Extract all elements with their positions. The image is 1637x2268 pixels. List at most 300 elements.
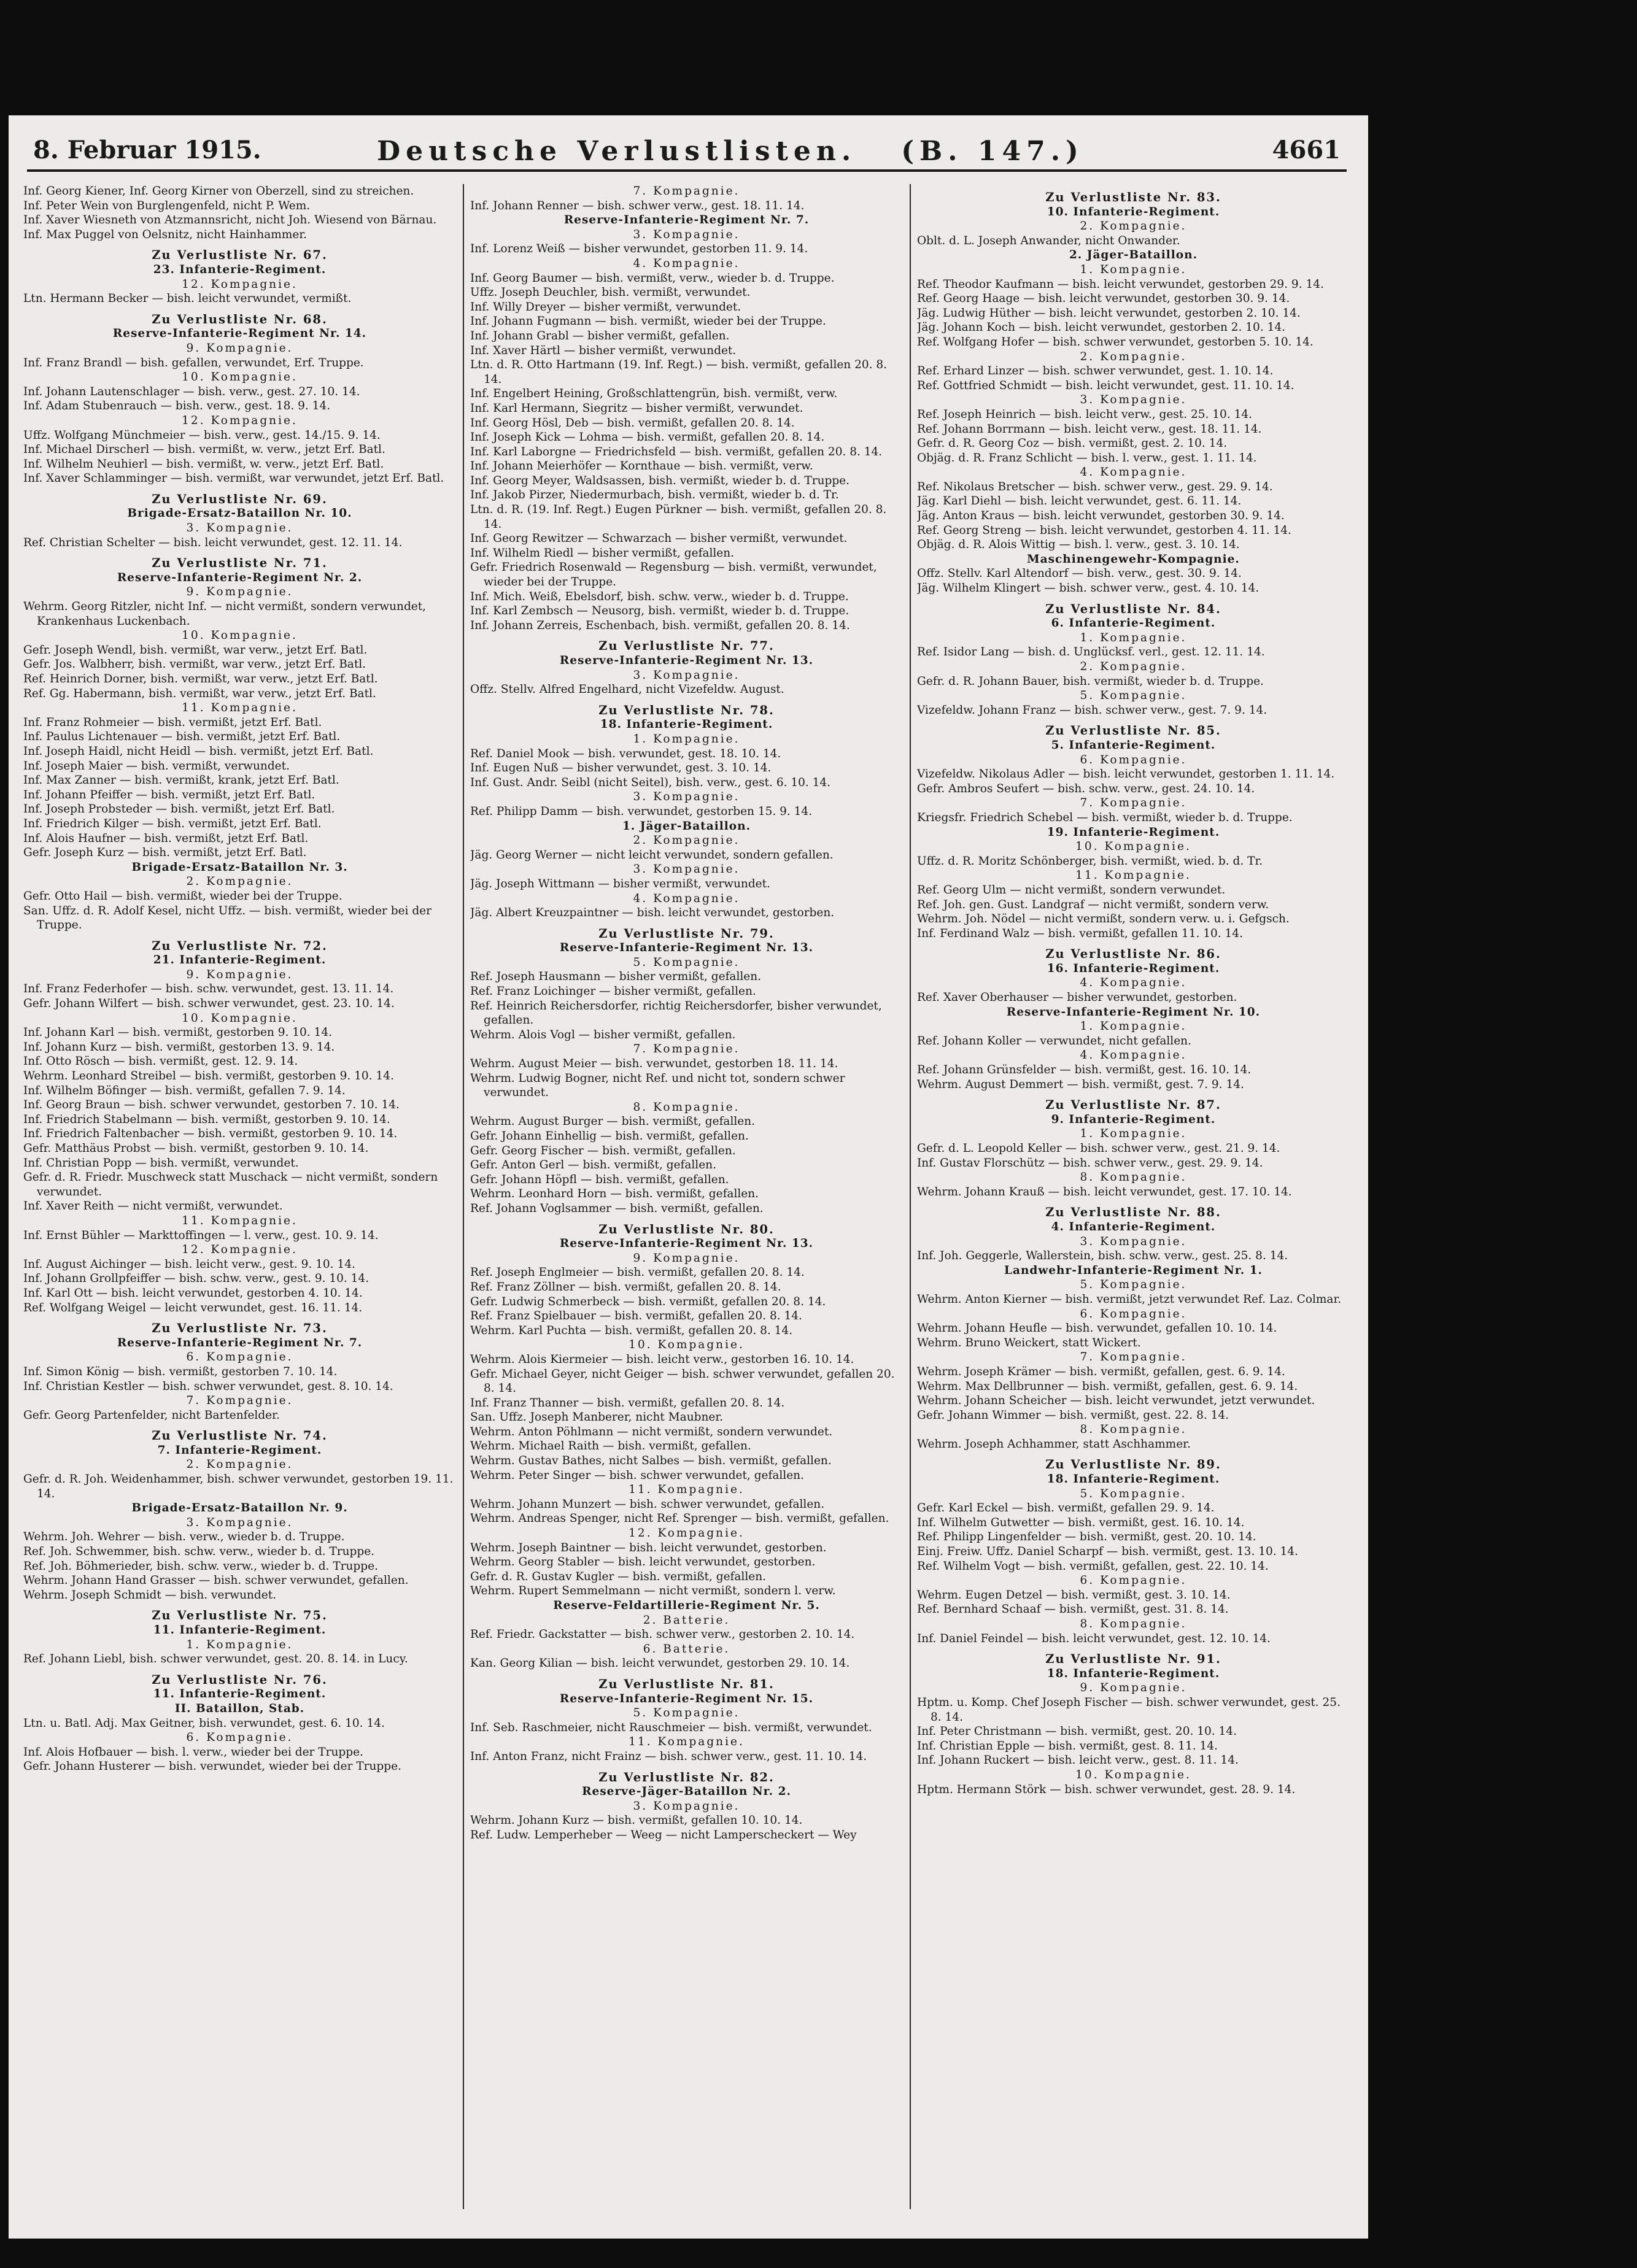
casualty-entry: Jäg. Joseph Wittmann — bisher vermißt, verwundet. [470,877,770,890]
casualty-entry: Inf. Franz Federhofer — bish. schw. verwundet, gest. 13. 11. 14. [23,982,394,996]
casualty-entry: Ref. Wolfgang Weigel — leicht verwundet, gest. 16. 11. 14. [23,1301,363,1314]
casualty-entry: Inf. Johann Ruckert — bish. leicht verw., gest. 8. 11. 14. [917,1754,1239,1767]
company-heading: 10. Kompagnie. [182,371,298,384]
list-reference: Zu Verlustliste Nr. 71. [152,556,328,571]
casualty-entry: Gefr. Johann Höpfl — bish. vermißt, gefallen. [470,1173,729,1186]
casualty-entry: Offz. Stellv. Karl Altendorf — bish. verw., gest. 30. 9. 14. [917,567,1242,580]
unit-heading: 11. Infanterie-Regiment. [153,1624,327,1637]
list-reference: Zu Verlustliste Nr. 79. [598,926,775,941]
casualty-entry: Inf. Friedrich Stabelmann — bish. vermißt, gestorben 9. 10. 14. [23,1113,390,1126]
unit-heading: 4. Infanterie-Regiment. [1051,1220,1216,1233]
casualty-entry: Ref. Joseph Heinrich — bish. leicht verw., gest. 25. 10. 14. [917,407,1253,421]
list-reference: Zu Verlustliste Nr. 74. [152,1429,328,1443]
casualty-entry: Inf. Ferdinand Walz — bish. vermißt, gefallen 11. 10. 14. [917,927,1243,940]
casualty-entry: Gefr. d. R. Georg Coz — bish. vermißt, gest. 2. 10. 14. [917,437,1228,450]
company-heading: 11. Kompagnie. [629,1483,745,1497]
casualty-entry: Wehrm. Georg Ritzler, nicht Inf. — nicht vermißt, sondern verwundet, Krankenhaus Luckenbach. [23,600,427,628]
company-heading: 2. Batterie. [643,1613,730,1627]
casualty-entry: Inf. Johann Kurz — bish. vermißt, gestorben 13. 9. 14. [23,1040,335,1054]
unit-heading: 16. Infanterie-Regiment. [1047,962,1220,975]
casualty-entry: Jäg. Albert Kreuzpaintner — bish. leicht verwundet, gestorben. [470,906,835,920]
company-heading: 3. Kompagnie. [633,790,740,804]
casualty-entry: Inf. Peter Christmann — bish. vermißt, gest. 20. 10. 14. [917,1725,1237,1738]
casualty-entry: Ref. Heinrich Dorner, bish. vermißt, war verw., jetzt Erf. Batl. [23,673,378,685]
company-heading: 1. Kompagnie. [1080,263,1187,276]
casualty-entry: Inf. Franz Rohmeier — bish. vermißt, jetzt Erf. Batl. [23,716,322,729]
casualty-entry: Wehrm. Johann Hand Grasser — bish. schwer verwundet, gefallen. [23,1574,409,1587]
casualty-entry: Inf. Michael Dirscherl — bish. vermißt, w. verw., jetzt Erf. Batl. [23,443,385,457]
casualty-entry: Wehrm. August Meier — bish. verwundet, gestorben 18. 11. 14. [470,1057,838,1071]
company-heading: 4. Kompagnie. [1080,466,1187,479]
company-heading: 6. Kompagnie. [1080,1307,1187,1321]
company-heading: 3. Kompagnie. [1080,1235,1187,1248]
list-reference: Zu Verlustliste Nr. 67. [152,248,328,263]
company-heading: 3. Kompagnie. [1080,393,1187,407]
casualty-entry: Gefr. d. L. Leopold Keller — bish. schwer verw., gest. 21. 9. 14. [917,1142,1280,1155]
scan-bottom-edge [0,2239,1637,2268]
list-reference: Zu Verlustliste Nr. 89. [1045,1457,1221,1472]
casualty-entry: Kriegsfr. Friedrich Schebel — bish. vermißt, wieder b. d. Truppe. [917,811,1293,824]
unit-heading: Reserve-Infanterie-Regiment Nr. 10. [1006,1005,1261,1019]
casualty-entry: Inf. Max Puggel von Oelsnitz, nicht Hainhammer. [23,228,308,241]
unit-heading: 6. Infanterie-Regiment. [1051,617,1216,630]
company-heading: 3. Kompagnie. [186,1516,293,1529]
casualty-entry: Inf. Adam Stubenrauch — bish. verw., gest. 18. 9. 14. [23,399,331,413]
casualty-entry: Inf. Eugen Nuß — bisher verwundet, gest. 3. 10. 14. [470,762,772,775]
casualty-entry: Inf. Karl Hermann, Siegritz — bisher vermißt, verwundet. [470,401,803,415]
casualty-entry: Inf. Xaver Schlamminger — bish. vermißt, war verwundet, jetzt Erf. Batl. [23,472,444,485]
casualty-entry: Wehrm. Johann Munzert — bish. schwer verwundet, gefallen. [470,1497,825,1511]
unit-heading: 9. Infanterie-Regiment. [1051,1113,1216,1126]
casualty-entry: Inf. Wilhelm Böfinger — bish. vermißt, gefallen 7. 9. 14. [23,1084,346,1097]
casualty-entry: Ref. Ludw. Lemperheber — Weeg — nicht Lamperscheckert — Wey [470,1828,857,1842]
casualty-entry: Ltn. d. R. (19. Inf. Regt.) Eugen Pürkner — bish. vermißt, gefallen 20. 8. 14. [470,503,887,531]
unit-heading: 18. Infanterie-Regiment. [600,718,773,731]
unit-heading: 18. Infanterie-Regiment. [1047,1667,1220,1680]
casualty-entry: Wehrm. Joh. Nödel — nicht vermißt, sondern verw. u. i. Gefgsch. [917,912,1290,926]
unit-heading: Reserve-Jäger-Bataillon Nr. 2. [582,1785,791,1799]
company-heading: 4. Kompagnie. [1080,976,1187,990]
casualty-entry: Ltn. Hermann Becker — bish. leicht verwundet, vermißt. [23,292,352,306]
company-heading: 4. Kompagnie. [1080,1049,1187,1062]
casualty-entry: Wehrm. Alois Kiermeier — bish. leicht verw., gestorben 16. 10. 14. [470,1352,854,1366]
list-reference: Zu Verlustliste Nr. 83. [1045,190,1221,204]
company-heading: 8. Kompagnie. [1080,1171,1187,1184]
casualty-entry: Wehrm. Anton Kierner — bish. vermißt, jetzt verwundet Ref. Laz. Colmar. [917,1292,1342,1306]
casualty-entry: Gefr. Georg Partenfelder, nicht Bartenfelder. [23,1408,280,1422]
casualty-entry: Einj. Freiw. Uffz. Daniel Scharpf — bish. vermißt, gest. 13. 10. 14. [917,1545,1298,1559]
casualty-entry: Gefr. Karl Eckel — bish. vermißt, gefallen 29. 9. 14. [917,1502,1215,1515]
list-reference: Zu Verlustliste Nr. 84. [1045,601,1221,616]
column-2 [470,184,903,2228]
column-1 [23,184,456,2228]
casualty-entry: Wehrm. Karl Puchta — bish. vermißt, gefallen 20. 8. 14. [470,1324,793,1337]
casualty-entry: Hptm. u. Komp. Chef Joseph Fischer — bish. schwer verwundet, gest. 25. 8. 14. [917,1695,1341,1724]
company-heading: 12. Kompagnie. [182,414,298,427]
unit-heading: Reserve-Infanterie-Regiment Nr. 14. [112,327,367,341]
casualty-entry: Gefr. Johann Wilfert — bish. schwer verwundet, gest. 23. 10. 14. [23,997,395,1011]
unit-heading: 23. Infanterie-Regiment. [153,263,327,276]
casualty-entry: Inf. Georg Meyer, Waldsassen, bish. vermißt, wieder b. d. Truppe. [470,474,850,487]
casualty-entry: Inf. Franz Thanner — bish. vermißt, gefallen 20. 8. 14. [470,1396,785,1410]
company-heading: 3. Kompagnie. [186,522,293,535]
list-reference: Zu Verlustliste Nr. 86. [1045,947,1221,962]
casualty-entry: Jäg. Wilhelm Klingert — bish. schwer verw., gest. 4. 10. 14. [917,582,1260,595]
casualty-entry: Ref. Georg Ulm — nicht vermißt, sondern verwundet. [917,883,1226,897]
casualty-entry: Wehrm. Johann Scheicher — bish. leicht verwundet, jetzt verwundet. [917,1394,1315,1408]
casualty-entry: Gefr. Otto Hail — bish. vermißt, wieder bei der Truppe. [23,889,342,903]
casualty-entry: Ltn. u. Batl. Adj. Max Geitner, bish. verwundet, gest. 6. 10. 14. [23,1716,385,1730]
list-reference: Zu Verlustliste Nr. 81. [598,1676,775,1691]
casualty-entry: Ltn. d. R. Otto Hartmann (19. Inf. Regt.) — bish. vermißt, gefallen 20. 8. 14. [470,358,888,386]
casualty-entry: Inf. Ernst Bühler — Markttoffingen — l. verw., gest. 10. 9. 14. [23,1228,379,1242]
header-title [377,136,1084,167]
casualty-entry: Inf. Alois Haufner — bish. vermißt, jetzt Erf. Batl. [23,831,309,845]
company-heading: 2. Kompagnie. [186,875,293,889]
company-heading: 8. Kompagnie. [1080,1618,1187,1630]
casualty-entry: Inf. Alois Hofbauer — bish. l. verw., wieder bei der Truppe. [23,1745,363,1759]
casualty-entry: Gefr. Georg Fischer — bish. vermißt, gefallen. [470,1144,736,1157]
company-heading: 7. Kompagnie. [1080,796,1187,810]
column-rule-1 [463,184,464,2209]
casualty-entry: Ref. Johann Koller — verwundet, nicht gefallen. [917,1034,1191,1047]
casualty-entry: Inf. Lorenz Weiß — bisher verwundet, gestorben 11. 9. 14. [470,242,808,256]
company-heading: 5. Kompagnie. [1080,689,1187,703]
casualty-entry: Gefr. Jos. Walbherr, bish. vermißt, war verw., jetzt Erf. Batl. [23,658,366,671]
company-heading: 10. Kompagnie. [629,1338,745,1352]
company-heading: 12. Kompagnie. [629,1527,745,1540]
company-heading: 12. Kompagnie. [182,1243,298,1257]
casualty-entry: Ref. Gottfried Schmidt — bish. leicht verwundet, gest. 11. 10. 14. [917,379,1295,392]
company-heading: 2. Kompagnie. [633,834,740,847]
list-reference: Zu Verlustliste Nr. 88. [1045,1205,1221,1220]
casualty-entry: Gefr. Joseph Kurz — bish. vermißt, jetzt Erf. Batl. [23,846,307,860]
casualty-entry: Wehrm. Joseph Achhammer, statt Aschhammer. [917,1437,1191,1451]
company-heading: 10. Kompagnie. [1075,840,1191,854]
unit-heading: 5. Infanterie-Regiment. [1051,738,1216,752]
unit-heading: Reserve-Infanterie-Regiment Nr. 13. [559,941,814,955]
casualty-entry: Gefr. d. R. Joh. Weidenhammer, bish. schwer verwundet, gestorben 19. 11. 14. [23,1473,454,1500]
company-heading: 1. Kompagnie. [633,732,740,746]
casualty-entry: Inf. Johann Meierhöfer — Kornthaue — bish. vermißt, verw. [470,460,813,473]
casualty-entry: Gefr. Ludwig Schmerbeck — bish. vermißt, gefallen 20. 8. 14. [470,1295,826,1308]
company-heading: 10. Kompagnie. [1075,1768,1191,1781]
company-heading: 4. Kompagnie. [633,892,740,905]
company-heading: 4. Kompagnie. [633,256,740,270]
casualty-entry: Ref. Joh. Böhmerieder, bish. schw. verw., wieder b. d. Truppe. [23,1559,378,1573]
unit-heading: 11. Infanterie-Regiment. [153,1688,327,1701]
casualty-entry: Oblt. d. L. Joseph Anwander, nicht Onwander. [917,234,1180,247]
casualty-entry: Inf. Johann Fugmann — bish. vermißt, wieder bei der Truppe. [470,315,826,328]
casualty-entry: Ref. Joh. Schwemmer, bish. schw. verw., wieder b. d. Truppe. [23,1545,375,1559]
casualty-entry: Ref. Isidor Lang — bish. d. Unglücksf. verl., gest. 12. 11. 14. [917,646,1265,659]
unit-heading: 19. Infanterie-Regiment. [1047,825,1220,839]
company-heading: 2. Kompagnie. [186,1458,293,1472]
casualty-entry: Inf. Xaver Wiesneth von Atzmannsricht, nicht Joh. Wiesend von Bärnau. [23,214,437,227]
company-heading: 12. Kompagnie. [182,277,298,291]
casualty-entry: Inf. Mich. Weiß, Ebelsdorf, bish. schw. verw., wieder b. d. Truppe. [470,590,849,603]
unit-heading: 7. Infanterie-Regiment. [157,1443,322,1457]
casualty-entry: Inf. August Aichinger — bish. leicht verw., gest. 9. 10. 14. [23,1257,355,1271]
company-heading: 3. Kompagnie. [633,863,740,876]
casualty-entry: Wehrm. Peter Singer — bish. schwer verwundet, gefallen. [470,1468,804,1482]
casualty-entry: Gefr. d. R. Johann Bauer, bish. vermißt, wieder b. d. Truppe. [917,674,1264,688]
header-date: 8. Februar 1915. [33,136,261,164]
casualty-entry: Ref. Georg Haage — bish. leicht verwundet, gestorben 30. 9. 14. [917,292,1290,306]
casualty-entry: Ref. Nikolaus Bretscher — bish. schwer verw., gest. 29. 9. 14. [917,480,1273,493]
casualty-entry: Uffz. Joseph Deuchler, bish. vermißt, verwundet. [470,286,751,299]
company-heading: 8. Kompagnie. [1080,1423,1187,1437]
list-reference: Zu Verlustliste Nr. 73. [152,1321,328,1336]
casualty-entry: Inf. Joseph Haidl, nicht Heidl — bish. vermißt, jetzt Erf. Batl. [23,744,374,758]
casualty-entry: Inf. Paulus Lichtenauer — bish. vermißt, jetzt Erf. Batl. [23,730,341,744]
casualty-entry: Jäg. Karl Diehl — bish. leicht verwundet, gest. 6. 11. 14. [917,495,1242,508]
casualty-entry: Wehrm. Johann Heufle — bish. verwundet, gefallen 10. 10. 14. [917,1322,1277,1335]
list-reference: Zu Verlustliste Nr. 85. [1045,723,1221,738]
casualty-entry: Jäg. Georg Werner — nicht leicht verwundet, sondern gefallen. [470,848,834,862]
list-reference: Zu Verlustliste Nr. 78. [598,703,775,717]
casualty-entry: Jäg. Ludwig Hüther — bish. leicht verwundet, gestorben 2. 10. 14. [917,306,1301,320]
unit-heading: 18. Infanterie-Regiment. [1047,1473,1220,1486]
casualty-entry: Inf. Georg Kiener, Inf. Georg Kirner von Oberzell, sind zu streichen. [23,185,414,198]
casualty-entry: Wehrm. Anton Pöhlmann — nicht vermißt, sondern verwundet. [470,1425,833,1438]
company-heading: 2. Kompagnie. [1080,350,1187,363]
casualty-entry: Uffz. Wolfgang Münchmeier — bish. verw., gest. 14./15. 9. 14. [23,428,381,442]
company-heading: 7. Kompagnie. [1080,1351,1187,1364]
casualty-entry: Gefr. Michael Geyer, nicht Geiger — bish. schwer verwundet, gefallen 20. 8. 14. [470,1367,895,1395]
casualty-entry: Inf. Georg Hösl, Deb — bish. vermißt, gefallen 20. 8. 14. [470,416,795,430]
company-heading: 3. Kompagnie. [633,228,740,241]
company-heading: 5. Kompagnie. [633,1707,740,1720]
casualty-entry: Ref. Erhard Linzer — bish. schwer verwundet, gest. 1. 10. 14. [917,364,1274,378]
casualty-entry: Ref. Johann Voglsammer — bish. vermißt, gefallen. [470,1202,764,1215]
company-heading: 3. Kompagnie. [633,1799,740,1813]
casualty-entry: Inf. Engelbert Heining, Großschlattengrün, bish. vermißt, verw. [470,387,838,401]
casualty-entry: Inf. Joseph Kick — Lohma — bish. vermißt, gefallen 20. 8. 14. [470,431,825,444]
casualty-entry: Inf. Friedrich Kilger — bish. vermißt, jetzt Erf. Batl. [23,817,322,830]
casualty-entry: Inf. Johann Lautenschlager — bish. verw., gest. 27. 10. 14. [23,385,360,398]
casualty-entry: Wehrm. Joh. Wehrer — bish. verw., wieder b. d. Truppe. [23,1530,345,1544]
casualty-entry: Inf. Joseph Maier — bish. vermißt, verwundet. [23,759,290,773]
casualty-entry: Ref. Johann Grünsfelder — bish. vermißt, gest. 16. 10. 14. [917,1063,1252,1077]
company-heading: 7. Kompagnie. [633,1043,740,1056]
casualty-entry: Wehrm. Leonhard Streibel — bish. vermißt, gestorben 9. 10. 14. [23,1070,394,1083]
company-heading: 6. Kompagnie. [1080,1574,1187,1587]
casualty-entry: Inf. Joseph Probsteder — bish. vermißt, jetzt Erf. Batl. [23,803,335,816]
casualty-entry: Ref. Joh. gen. Gust. Landgraf — nicht vermißt, sondern verw. [917,898,1269,911]
casualty-entry: Inf. Willy Dreyer — bisher vermißt, verwundet. [470,300,741,314]
list-reference: Zu Verlustliste Nr. 82. [598,1770,775,1784]
company-heading: 6. Kompagnie. [1080,753,1187,766]
casualty-entry: Gefr. Ambros Seufert — bish. schw. verw., gest. 24. 10. 14. [917,782,1255,795]
casualty-entry: Jäg. Anton Kraus — bish. leicht verwundet, gestorben 30. 9. 14. [917,509,1285,523]
company-heading: 9. Kompagnie. [186,341,293,355]
casualty-entry: Inf. Xaver Reith — nicht vermißt, verwundet. [23,1200,283,1213]
casualty-entry: Kan. Georg Kilian — bish. leicht verwundet, gestorben 29. 10. 14. [470,1657,850,1670]
unit-heading: Reserve-Feldartillerie-Regiment Nr. 5. [553,1599,820,1612]
casualty-entry: Gefr. Friedrich Rosenwald — Regensburg — bish. vermißt, verwundet, wieder bei der Truppe. [470,561,877,589]
casualty-entry: Inf. Christian Kestler — bish. schwer verwundet, gest. 8. 10. 14. [23,1379,393,1393]
casualty-entry: Inf. Wilhelm Gutwetter — bish. vermißt, gest. 16. 10. 14. [917,1516,1245,1529]
casualty-entry: Ref. Franz Spielbauer — bish. vermißt, gefallen 20. 8. 14. [470,1310,802,1323]
unit-heading: Reserve-Infanterie-Regiment Nr. 2. [117,571,363,584]
casualty-entry: Inf. Christian Epple — bish. vermißt, gest. 8. 11. 14. [917,1739,1218,1753]
company-heading: 6. Batterie. [643,1642,730,1656]
company-heading: 11. Kompagnie. [1075,869,1191,882]
casualty-entry: Wehrm. Johann Krauß — bish. leicht verwundet, gest. 17. 10. 14. [917,1185,1292,1198]
casualty-entry: Gefr. Anton Gerl — bish. vermißt, gefallen. [470,1159,716,1172]
company-heading: 9. Kompagnie. [186,585,293,599]
casualty-entry: Inf. Georg Braun — bish. schwer verwundet, gestorben 7. 10. 14. [23,1098,400,1112]
casualty-entry: Inf. Christian Popp — bish. vermißt, verwundet. [23,1156,299,1170]
company-heading: 5. Kompagnie. [1080,1487,1187,1500]
company-heading: 1. Kompagnie. [186,1638,293,1651]
company-heading: 5. Kompagnie. [1080,1278,1187,1292]
company-heading: 10. Kompagnie. [182,629,298,642]
casualty-entry: Inf. Johann Renner — bish. schwer verw., gest. 18. 11. 14. [470,199,805,212]
casualty-entry: Gefr. Johann Wimmer — bish. vermißt, gest. 22. 8. 14. [917,1408,1229,1422]
unit-heading: 2. Jäger-Bataillon. [1069,249,1198,262]
casualty-entry: Gefr. Johann Einhellig — bish. vermißt, gefallen. [470,1130,749,1143]
casualty-entry: Gefr. d. R. Gustav Kugler — bish. vermißt, gefallen. [470,1570,766,1583]
casualty-entry: Inf. Gustav Florschütz — bish. schwer verw., gest. 29. 9. 14. [917,1156,1263,1170]
casualty-entry: Vizefeldw. Johann Franz — bish. schwer verw., gest. 7. 9. 14. [917,703,1267,717]
casualty-entry: Inf. Karl Ott — bish. leicht verwundet, gestorben 4. 10. 14. [23,1286,363,1300]
casualty-entry: Inf. Seb. Raschmeier, nicht Rauschmeier — bish. vermißt, verwundet. [470,1721,872,1734]
company-heading: 1. Kompagnie. [1080,1020,1187,1033]
unit-heading: Brigade-Ersatz-Bataillon Nr. 10. [127,507,352,520]
casualty-entry: Ref. Philipp Damm — bish. verwundet, gestorben 15. 9. 14. [470,804,813,818]
unit-heading: Brigade-Ersatz-Bataillon Nr. 9. [131,1502,348,1515]
casualty-entry: Wehrm. Ludwig Bogner, nicht Ref. und nicht tot, sondern schwer verwundet. [470,1071,845,1100]
unit-heading: 21. Infanterie-Regiment. [153,954,327,967]
company-heading: 11. Kompagnie. [182,1214,298,1227]
casualty-entry: Ref. Wilhelm Vogt — bish. vermißt, gefallen, gest. 22. 10. 14. [917,1559,1269,1573]
casualty-entry: Ref. Wolfgang Hofer — bish. schwer verwundet, gestorben 5. 10. 14. [917,335,1314,349]
list-reference: Zu Verlustliste Nr. 80. [598,1222,775,1236]
casualty-entry: Objäg. d. R. Franz Schlicht — bish. l. verw., gest. 1. 11. 14. [917,451,1257,465]
casualty-entry: Ref. Philipp Lingenfelder — bish. vermißt, gest. 20. 10. 14. [917,1530,1256,1544]
list-reference: Zu Verlustliste Nr. 77. [598,639,775,654]
casualty-entry: Wehrm. Joseph Krämer — bish. vermißt, gefallen, gest. 6. 9. 14. [917,1365,1285,1378]
casualty-entry: Hptm. Hermann Störk — bish. schwer verwundet, gest. 28. 9. 14. [917,1783,1296,1796]
unit-heading: Reserve-Infanterie-Regiment Nr. 13. [559,1237,814,1251]
casualty-entry: Wehrm. Johann Kurz — bish. vermißt, gefallen 10. 10. 14. [470,1814,803,1827]
casualty-entry: Objäg. d. R. Alois Wittig — bish. l. verw., gest. 3. 10. 14. [917,538,1240,552]
unit-heading: Reserve-Infanterie-Regiment Nr. 7. [117,1336,363,1349]
list-reference: Zu Verlustliste Nr. 69. [152,492,328,506]
casualty-entry: Inf. Joh. Geggerle, Wallerstein, bish. schw. verw., gest. 25. 8. 14. [917,1249,1288,1263]
unit-heading: Landwehr-Infanterie-Regiment Nr. 1. [1004,1263,1263,1277]
unit-heading: Reserve-Infanterie-Regiment Nr. 7. [563,214,810,227]
header-edition: (B. 147.) [901,136,1084,167]
casualty-entry: Wehrm. Rupert Semmelmann — nicht vermißt, sondern l. verw. [470,1584,836,1598]
casualty-entry: Inf. Johann Karl — bish. vermißt, gestorben 9. 10. 14. [23,1026,332,1040]
list-reference: Zu Verlustliste Nr. 91. [1045,1652,1221,1667]
list-reference: Zu Verlustliste Nr. 68. [152,312,328,326]
casualty-entry: Ref. Georg Streng — bish. leicht verwundet, gestorben 4. 11. 14. [917,523,1291,537]
casualty-entry: Gefr. Matthäus Probst — bish. vermißt, gestorben 9. 10. 14. [23,1142,369,1155]
casualty-entry: Wehrm. Joseph Baintner — bish. leicht verwundet, gestorben. [470,1541,827,1554]
list-reference: Zu Verlustliste Nr. 87. [1045,1098,1221,1113]
column-rule-2 [910,184,911,2209]
unit-heading: 1. Jäger-Bataillon. [622,819,751,833]
header-title-text: Deutsche Verlustlisten. [377,136,857,167]
company-heading: 6. Kompagnie. [186,1351,293,1364]
company-heading: 7. Kompagnie. [186,1394,293,1408]
casualty-entry: Inf. Xaver Härtl — bisher vermißt, verwundet. [470,344,737,357]
casualty-entry: Inf. Gust. Andr. Seibl (nicht Seitel), bish. verw., gest. 6. 10. 14. [470,776,831,789]
casualty-entry: Inf. Wilhelm Riedl — bisher vermißt, gefallen. [470,546,735,560]
casualty-entry: Ref. Christian Schelter — bish. leicht verwundet, gest. 12. 11. 14. [23,536,403,549]
casualty-entry: Inf. Georg Baumer — bish. vermißt, verw., wieder b. d. Truppe. [470,271,835,285]
company-heading: 9. Kompagnie. [186,968,293,981]
company-heading: 6. Kompagnie. [186,1731,293,1745]
newspaper-page [9,115,1368,2239]
casualty-entry: Inf. Karl Laborgne — Friedrichsfeld — bish. vermißt, gefallen 20. 8. 14. [470,445,883,458]
list-reference: Zu Verlustliste Nr. 72. [152,938,328,953]
casualty-entry: Ref. Bernhard Schaaf — bish. vermißt, gest. 31. 8. 14. [917,1603,1229,1616]
company-heading: 11. Kompagnie. [629,1735,745,1749]
casualty-entry: Inf. Wilhelm Neuhierl — bish. vermißt, w. verw., jetzt Erf. Batl. [23,457,384,471]
casualty-entry: Ref. Xaver Oberhauser — bisher verwundet, gestorben. [917,991,1237,1005]
casualty-entry: Offz. Stellv. Alfred Engelhard, nicht Vizefeldw. August. [470,683,784,696]
casualty-entry: Inf. Simon König — bish. vermißt, gestorben 7. 10. 14. [23,1365,338,1378]
casualty-entry: Wehrm. Bruno Weickert, statt Wickert. [917,1336,1141,1349]
casualty-entry: Wehrm. Georg Stabler — bish. leicht verwundet, gestorben. [470,1556,816,1569]
casualty-entry: Gefr. d. R. Friedr. Muschweck statt Muschack — nicht vermißt, sondern verwundet. [23,1171,438,1198]
casualty-entry: Inf. Johann Zerreis, Eschenbach, bish. vermißt, gefallen 20. 8. 14. [470,619,850,632]
casualty-entry: Wehrm. Michael Raith — bish. vermißt, gefallen. [470,1440,751,1453]
casualty-entry: Ref. Franz Zöllner — bish. vermißt, gefallen 20. 8. 14. [470,1280,781,1294]
company-heading: 3. Kompagnie. [633,668,740,682]
unit-heading: 10. Infanterie-Regiment. [1047,205,1220,218]
casualty-entry: Inf. Peter Wein von Burglengenfeld, nicht P. Wem. [23,199,311,212]
casualty-entry: Inf. Georg Rewitzer — Schwarzach — bisher vermißt, verwundet. [470,532,848,546]
casualty-entry: Inf. Johann Pfeiffer — bish. vermißt, jetzt Erf. Batl. [23,788,315,801]
unit-heading: Reserve-Infanterie-Regiment Nr. 13. [559,654,814,667]
casualty-entry: Inf. Anton Franz, nicht Frainz — bish. schwer verw., gest. 11. 10. 14. [470,1749,867,1763]
company-heading: 8. Kompagnie. [633,1100,740,1114]
casualty-entry: Wehrm. Alois Vogl — bisher vermißt, gefallen. [470,1028,736,1041]
casualty-entry: Inf. Karl Zembsch — Neusorg, bish. vermißt, wieder b. d. Truppe. [470,604,849,618]
company-heading: 9. Kompagnie. [633,1251,740,1265]
casualty-entry: Inf. Max Zanner — bish. vermißt, krank, jetzt Erf. Batl. [23,774,339,787]
casualty-entry: Ref. Joseph Englmeier — bish. vermißt, gefallen 20. 8. 14. [470,1266,805,1279]
list-reference: Zu Verlustliste Nr. 75. [152,1608,328,1623]
casualty-entry: Wehrm. Joseph Schmidt — bish. verwundet. [23,1588,277,1602]
company-heading: 1. Kompagnie. [1080,631,1187,644]
casualty-entry: Inf. Friedrich Faltenbacher — bish. vermißt, gestorben 9. 10. 14. [23,1127,398,1141]
casualty-entry: Ref. Theodor Kaufmann — bish. leicht verwundet, gestorben 29. 9. 14. [917,277,1324,291]
company-heading: 7. Kompagnie. [633,185,740,198]
casualty-entry: Wehrm. Gustav Bathes, nicht Salbes — bish. vermißt, gefallen. [470,1454,832,1468]
unit-heading: Reserve-Infanterie-Regiment Nr. 15. [559,1692,814,1705]
company-heading: 5. Kompagnie. [633,955,740,969]
company-heading: 2. Kompagnie. [1080,660,1187,673]
casualty-entry: Ref. Daniel Mook — bish. verwundet, gest. 18. 10. 14. [470,747,781,760]
casualty-entry: Inf. Daniel Feindel — bish. leicht verwundet, gest. 12. 10. 14. [917,1632,1271,1645]
unit-heading: II. Bataillon, Stab. [174,1702,305,1715]
casualty-entry: Ref. Joseph Hausmann — bisher vermißt, gefallen. [470,970,762,984]
company-heading: 11. Kompagnie. [182,701,298,715]
casualty-entry: Wehrm. Eugen Detzel — bish. vermißt, gest. 3. 10. 14. [917,1588,1231,1602]
casualty-entry: San. Uffz. d. R. Adolf Kesel, nicht Uffz. — bish. vermißt, wieder bei der Truppe. [23,904,432,932]
column-3 [917,184,1350,2228]
casualty-entry: Wehrm. Andreas Spenger, nicht Ref. Sprenger — bish. vermißt, gefallen. [470,1512,889,1526]
casualty-entry: Inf. Otto Rösch — bish. vermißt, gest. 12. 9. 14. [23,1055,298,1068]
casualty-entry: Inf. Johann Grollpfeiffer — bish. schw. verw., gest. 9. 10. 14. [23,1272,370,1286]
